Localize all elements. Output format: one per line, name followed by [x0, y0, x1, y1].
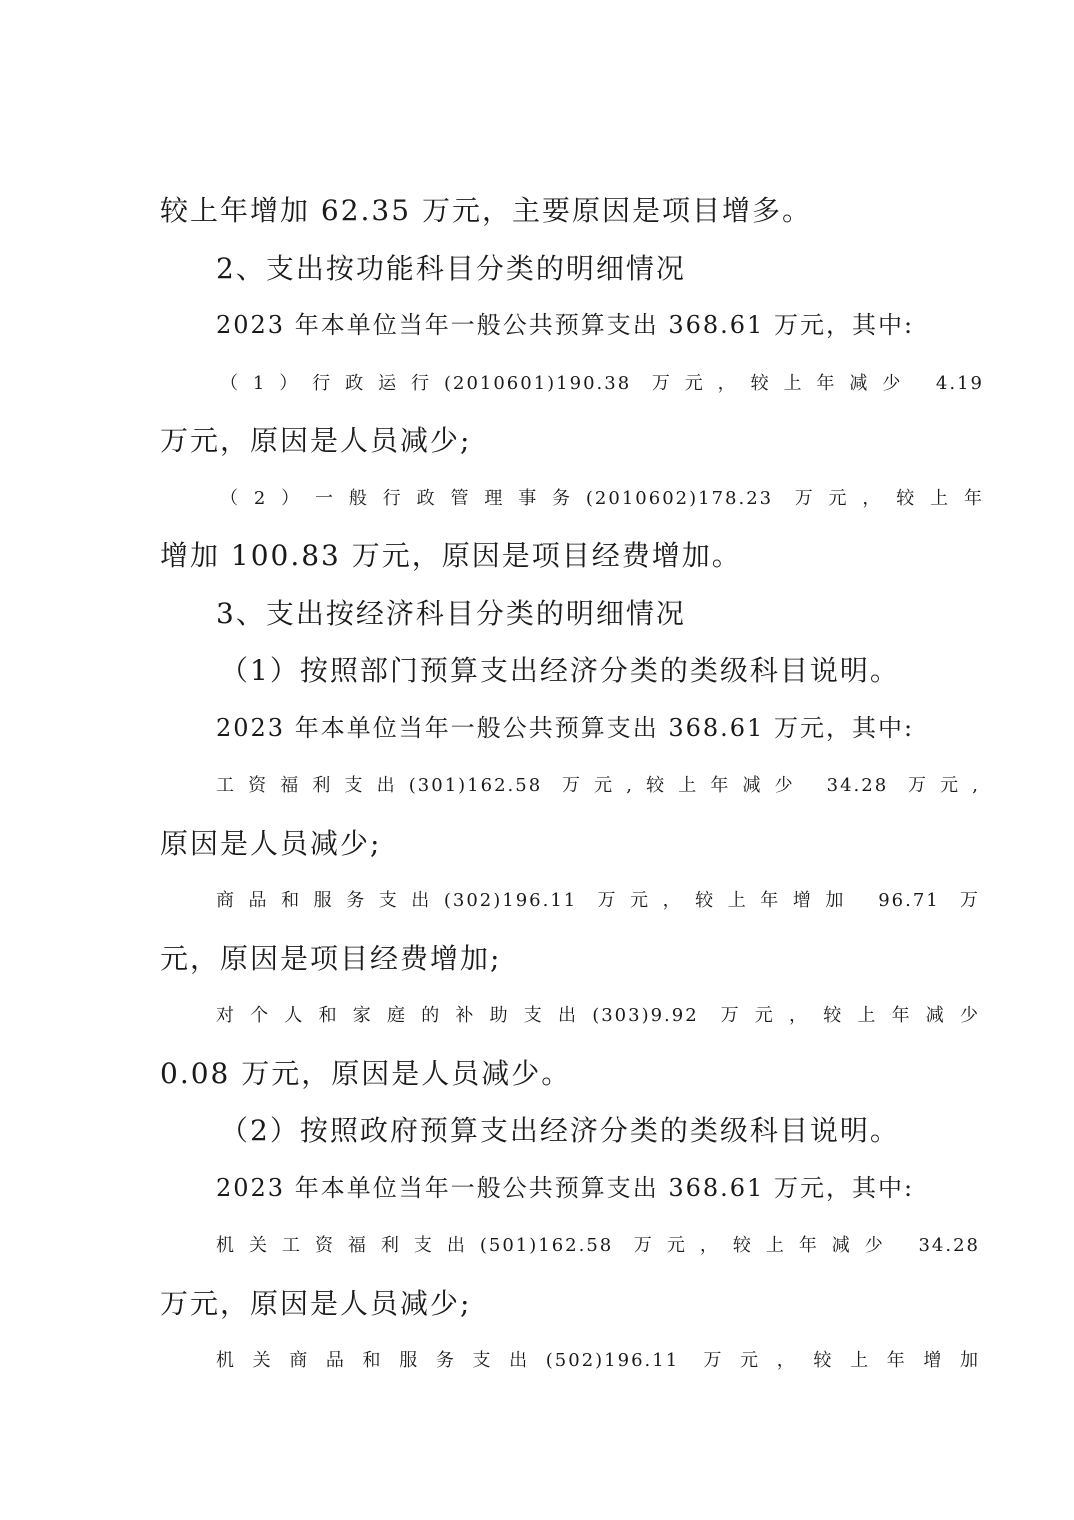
text-line: 增加 100.83 万元，原因是项目经费增加。	[160, 539, 742, 572]
text-line: 商品和服务支出(302)196.11 万元，较上年增加 96.71 万	[216, 890, 980, 911]
text-line: 万元，原因是人员减少;	[160, 424, 472, 457]
text-line: 机关工资福利支出(501)162.58 万元，较上年减少 34.28	[216, 1235, 980, 1256]
text-line: 工资福利支出(301)162.58 万元,较上年减少 34.28 万元,	[216, 775, 980, 796]
body-text	[160, 182, 984, 1390]
text-line: 2023 年本单位当年一般公共预算支出 368.61 万元，其中:	[216, 311, 915, 339]
text-line: 较上年增加 62.35 万元，主要原因是项目增多。	[160, 194, 812, 227]
section-heading: 2、支出按功能科目分类的明细情况	[216, 251, 686, 285]
text-line: （1）按照部门预算支出经济分类的类级科目说明。	[220, 654, 900, 687]
section-heading: 3、支出按经济科目分类的明细情况	[216, 596, 686, 630]
text-line: （2）一般行政管理事务(2010602)178.23 万元，较上年	[220, 487, 984, 509]
text-line: （2）按照政府预算支出经济分类的类级科目说明。	[220, 1114, 900, 1147]
text-line: 0.08 万元，原因是人员减少。	[160, 1056, 572, 1090]
text-line: 2023 年本单位当年一般公共预算支出 368.61 万元，其中:	[216, 1173, 915, 1202]
text-line: 万元，原因是人员减少;	[160, 1286, 472, 1320]
text-line: 对个人和家庭的补助支出(303)9.92 万元，较上年减少	[216, 1005, 980, 1026]
text-line: 原因是人员减少;	[160, 826, 382, 860]
text-line: 2023 年本单位当年一般公共预算支出 368.61 万元，其中:	[216, 713, 915, 742]
text-line: （1）行政运行(2010601)190.38 万元，较上年减少 4.19	[220, 372, 984, 394]
text-line: 元，原因是项目经费增加;	[160, 941, 502, 975]
text-line: 机关商品和服务支出(502)196.11 万元，较上年增加	[216, 1350, 980, 1371]
